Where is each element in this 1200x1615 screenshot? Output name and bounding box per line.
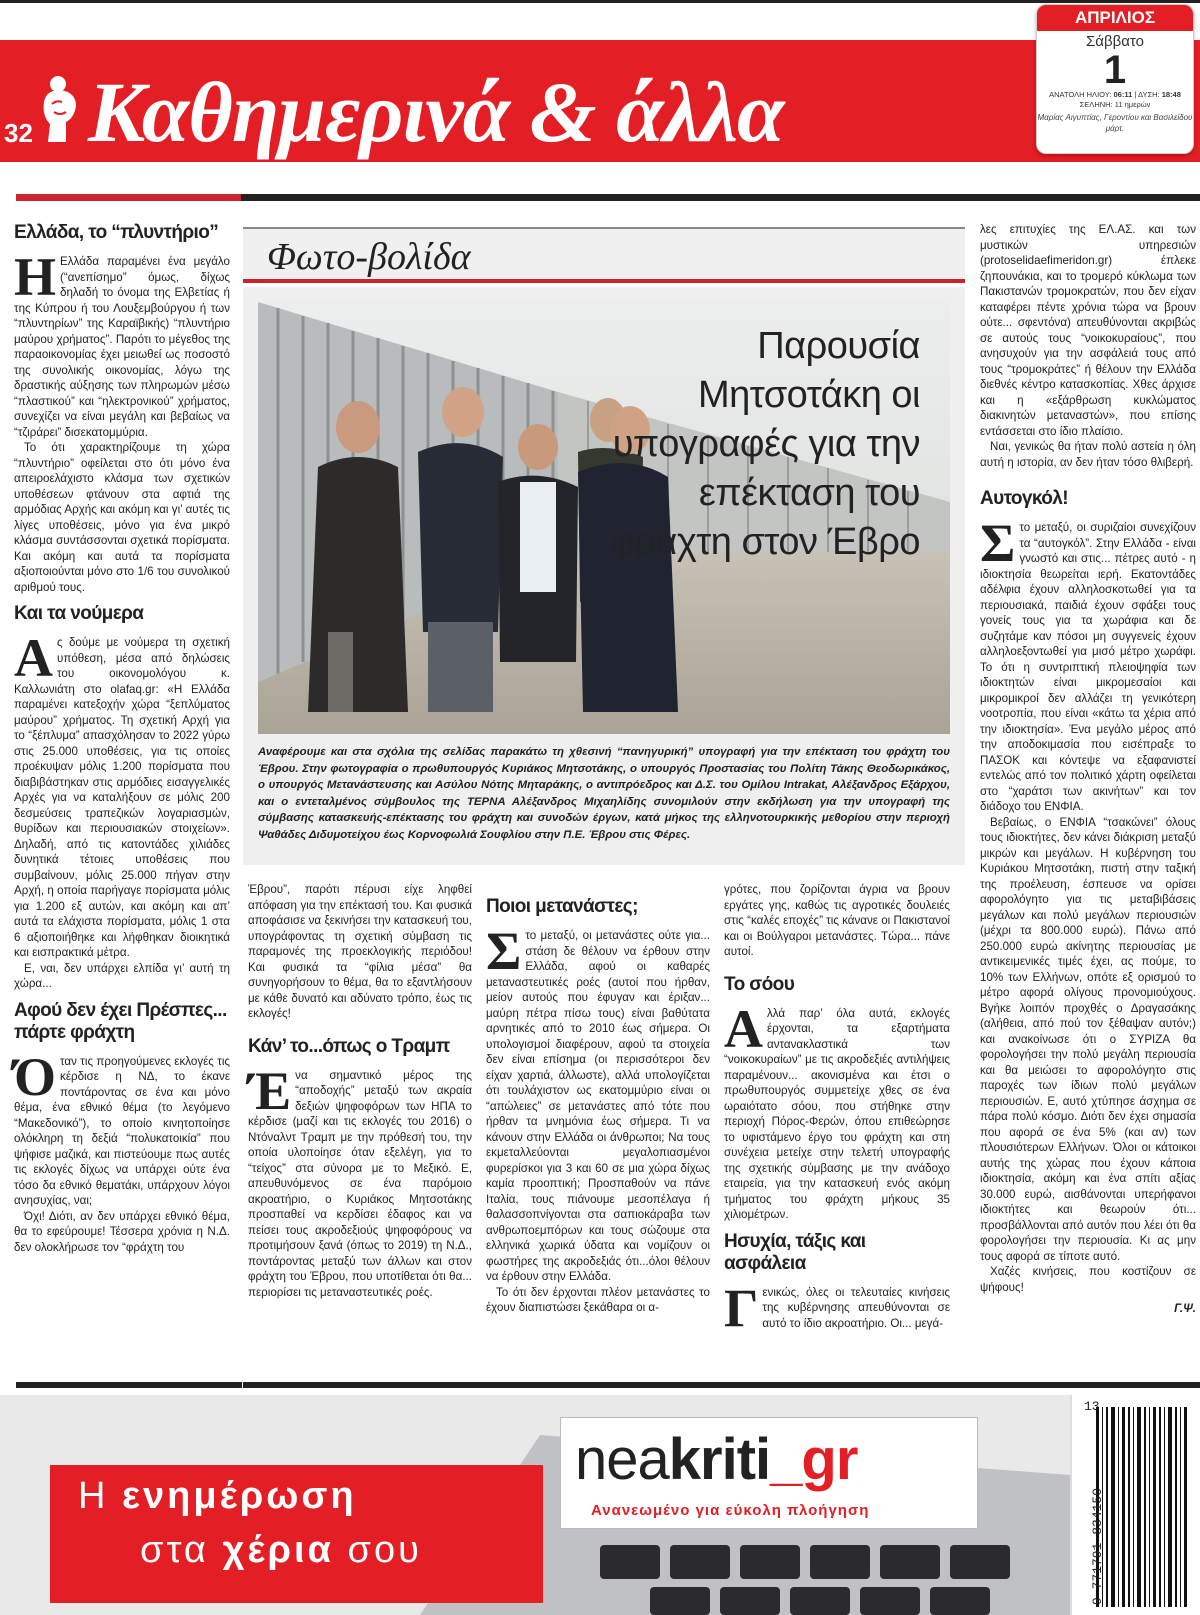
photo-caption: Αναφέρουμε και στα σχόλια της σελίδας παρακάτω τη χθεσινή “πανηγυρική” υπογραφή για την επέκταση του φράχτη του Έβρου. Στην φωτογραφία ο πρωθυπουργός Κυριάκος Μητσοτάκης, ο υπουργός Προστασίας του Πολίτη Τάκης Θεοδωρικάκος, ο υπουργός Μετανάστευσης και Ασύλου Νότης Μηταράκης, ο αντιπρόεδρος και Δ.Σ. του Ομίλου Intrakat, Αλέξανδρος Εξάρχου, και ο εντεταλμένος σύμβουλος της ΤΕΡΝΑ Αλέξανδρος Μιχαηλίδης συνομιλούν στην εκδήλωση για την υπογραφή της σύμβασης κατασκευής-επέκτασης του φράχτη και συνοδών έργων, κατά μήκος της ελληνοτουρκικής μεθορίου στην περιοχή Ψαθάδες Διδυμοτείχου έως Κορνοφωλιά Σουφλίου στην Π.Ε. Έβρου στις Φέρες. bbox=[258, 746, 950, 841]
moon-age: ΣΕΛΗΝΗ: 11 ημερών bbox=[1079, 100, 1151, 109]
headline-noumera: Και τα νούμερα bbox=[14, 603, 144, 624]
paragraph: Το ότι δεν έρχονται πλέον μετανάστες το έχουν διαπιστώσει ξεκάθαρα οι α- bbox=[486, 1285, 710, 1314]
month: ΑΠΡΙΛΙΟΣ bbox=[1037, 5, 1193, 31]
neakriti-logo bbox=[560, 1417, 978, 1529]
foto-section-header bbox=[243, 227, 965, 283]
ad-slogan-line2: στα χέρια σου bbox=[140, 1529, 422, 1571]
bottom-rule-left bbox=[16, 1382, 242, 1388]
paragraph: Χαζές κινήσεις, που κοστίζουν σε ψήφους! bbox=[980, 1265, 1196, 1294]
ad-slogan-line1: Η ενημέρωση bbox=[78, 1475, 357, 1517]
headline-metanastes: Ποιοι μετανάστες; bbox=[486, 896, 638, 917]
page-number: 32 bbox=[4, 118, 33, 148]
right-column bbox=[980, 222, 1196, 1317]
headline-plyntirio: Ελλάδα, το “πλυντήριο” bbox=[14, 222, 219, 243]
masthead-title: Καθημερινά & άλλα bbox=[88, 64, 784, 160]
paragraph: Το ότι χαρακτηρίζουμε τη χώρα “πλυντήριο” οφείλεται στο ότι μόνο ένα απειροελάχιστο κλάσμα των σχετικών υποθέσεων φτάνουν στα αφτιά της αρμόδιας Αρχής και ακόμη και γι’ αυτές τις λίγες υποθέσεις, μόνο για ένα μικρό κλάσμα συντάσσονται σχετικά πορίσματα. Και ακόμη και αυτά τα πορίσματα αξιοποιούνται μόνο στο 1/6 του συνολικού αριθμού τους. bbox=[14, 441, 230, 594]
headline-trump: Κάν’ το...όπως ο Τραμπ bbox=[248, 1035, 450, 1057]
date-box bbox=[1036, 4, 1194, 154]
paragraph: Έβρου”, παρότι πέρυσι είχε ληφθεί απόφαση για την επέκτασή του. Και φυσικά αποφάσισε να ξεκινήσει την κατασκευή του, υπογράφοντας τη σχετική σύμβαση τις παραμονές της προεκλογικής περιόδου! Και φυσικά τα “φίλια μέσα” θα συνηγορήσουν το θέμα, θα το εξαντλήσουν με κάθε δυνατό και αδύνατο τρόπο, έως τις εκλογές! bbox=[248, 883, 472, 1020]
headline-show: Το σόου bbox=[724, 973, 795, 995]
paragraph: γρότες, που ζορίζονται άγρια να βρουν εργάτες γης, καθώς τις αγροτικές δουλειές στις “καλές εποχές” τις κάνανε οι Πακιστανοί και οι Βούλγαροι μετανάστες. Τώρα... πάνε αυτοί. bbox=[724, 883, 950, 958]
paragraph: Στο μεταξύ, οι συριζαίοι συνεχίζουν τα “αυτογκόλ”. Στην Ελλάδα - είναι γνωστό και στις... πέτρες αυτό - η ιδιοκτησία θεωρείται ιερή. Εκατοντάδες αδέλφια έχουν αλληλοσκοτωθεί για τα περιουσιακά, παιδιά έχουν σφάξει τους γονείς τους για τα χωράφια και δε συζητάμε καν πόσοι μη συγγενείς έχουν αλληλοεξοντωθεί για μισό μέτρο χωράφι. Το ότι η συντριπτική πλειοψηφία των ιδιοκτητών είναι μικρομεσαίοι και μικρομικροί δεν αλλάζει τη γενικότερη νοοτροπία, που είναι «κάτω τα χέρια από την ιδιοκτησία». Ένα μεγάλο μέρος από την αποδοκιμασία που εισέπραξε το ΠΑΣΟΚ και κόντεψε να εξαφανιστεί εντελώς από τον πολιτικό χάρτη οφείλεται στο “χαράτσι των ακινήτων” και τον διάδοχο του ΕΝΦΙΑ. bbox=[980, 513, 1196, 813]
paragraph: Όταν τις προηγούμενες εκλογές τις κέρδισε η ΝΔ, το έκανε ποντάροντας σε ένα και μόνο θέμα, ένα εθνικό θέμα (το λεγόμενο “Μακεδονικό”), το οποίο κινητοποίησε ολόκληρη τη δεξιά “πολυκατοικία” που ψήφισε μαζικά, και πιστεύουμε πως αυτές τις εκλογές δίχως να υπάρχει ούτε ένα τόσο δα εθνικό θεματάκι, υπάρχουν λόγοι ανησυχίας, ναι; bbox=[14, 1046, 230, 1207]
section-rule bbox=[16, 194, 1200, 201]
logo-text: neakriti_gr bbox=[575, 1427, 858, 1492]
day-number: 1 bbox=[1103, 48, 1127, 92]
paragraph: Ας δούμε με νούμερα τη σχετική υπόθεση, μέσα από δηλώσεις του οικονομολόγου κ. Καλλωνιάτη στο olafaq.gr: «Η Ελλάδα παραμένει κατεξοχήν χώρα “ξεπλύματος μαύρου” χρήματος. Τη σχετική Αρχή για το “ξέπλυμα” απασχόλησαν το 2022 γύρω στις 25.000 υποθέσεις, για τις οποίες προέκυψαν μόλις 1.200 πορίσματα που διαβιβάστηκαν στις αρμόδιες εισαγγελικές Αρχές για να καταλήξουν σε μόλις 200 δεσμεύσεις τραπεζικών λογαριασμών, θυρίδων και περιουσιακών στοιχείων». Δηλαδή, από τις κατοντάδες χιλιάδες δυνητικά τέτοιες υποθέσεις που συμβαίνουν, μόλις 25.000 πήγαν στην Αρχή, η οποία παρήγαγε πορίσματα μόλις για 1.200 εξ αυτών, και ακόμη και απ’ αυτά τα ελάχιστα πορίσματα, μόλις 1 στα 6 αξιοποιήθηκε και λήφθηκαν διοικητικά και εισπρακτικά μέτρα. bbox=[14, 628, 230, 959]
paragraph: Ε, ναι, δεν υπάρχει ελπίδα γι’ αυτή τη χώρα... bbox=[14, 961, 230, 990]
paragraph: Η Ελλάδα παραμένει ένα μεγάλο (“ανεπίσημο” όμως, δίχως δηλαδή το όνομα της Ελβετίας ή της Κύπρου ή του Λουξεμβούργου ή των “πλυντηρίων” της Καραϊβικής) “πλυντήριο μαύρου χρήματος”. Παρότι το μέγεθος της παραοικονομίας έχει μειωθεί ως ποσοστό της συνολικής οικονομίας, λόγω της δραστικής αύξησης των πληρωμών μέσω “πλαστικού” και “ηλεκτρονικού” χρήματος, συνεχίζει να είναι μεγάλη και βεβαίως να “τζιράρει” δισεκατομμύρια. bbox=[14, 247, 230, 439]
photo-headline-text: Παρουσία Μητσοτάκη οι υπογραφές για την επέκταση του φράχτη στον Έβρο bbox=[610, 325, 920, 563]
column-3 bbox=[486, 896, 710, 1316]
author-signature: Γ.Ψ. bbox=[1174, 1302, 1196, 1315]
saints-of-day: Μαρίας Αιγυπτίας, Γεροντίου και Βασιλείδου μάρτ. bbox=[1037, 113, 1193, 133]
paragraph: Βεβαίως, ο ΕΝΦΙΑ “τσακώνει” όλους τους ιδιοκτήτες, δεν κάνει διάκριση μεταξύ μικρών και μεγάλων. Η κυβέρνηση του Κυριάκου Μητσοτάκη, πιστή στην ταξική της προέλευση, έσπευσε να ορίσει αφορολόγητο για τις μεταβιβάσεις μεγάλων και πολύ μεγάλων περιουσιών (μέχρι τα 800.000 ευρώ). Πάνω από 250.000 ευρώ ακίνητης περιουσίας με αντικειμενικές τιμές έχει, ας πούμε, το 10% των Ελλήνων, οπότε εξ ορισμού το μέτρο αφορά ολίγους προνομιούχους. Βγήκε λοιπόν προχθές ο Δραγασάκης (αλήθεια, από πού τον ξέθαψαν αυτόν;) και ανακοίνωσε ότι ο ΣΥΡΙΖΑ θα φορολογήσει την πολύ μεγάλη περιουσία και θα μειώσει το αφορολόγητο στις παροχές των ίδιων πολύ μεγάλων περιουσιών. Ε, αυτό χτύπησε άσχημα σε πάρα πολύ κόσμο. Διότι δεν έχει σημασία που αφορά σε ένα 5% (και αν) των πλουσιότερων Ελλήνων. Όλοι οι κάτοικοι αυτής της χώρας που έχουν κάποια ιδιοκτησία, ακόμη και ένα σπίτι αξίας 30.000 ευρώ, αισθάνονται υπερήφανοι ιδιοκτήτες και θεωρούν ότι... προσβάλλονται από αυτόν που λέει ότι θα φορολογήσει την περιουσία. Κι ας μην τους αφορά σε τίποτε αυτό. bbox=[980, 815, 1196, 1263]
headline-autogkol: Αυτογκόλ! bbox=[980, 488, 1068, 509]
photo bbox=[258, 302, 950, 734]
paragraph: λες επιτυχίες της ΕΛ.ΑΣ. και των μυστικών υπηρεσιών (protoselidaefimeridon.gr) έπλεκε ζηπουνάκια, και το τρομερό κύκλωμα των Πακιστανών τρομοκρατών, που δεν είχαν καταφέρει πέντε χρόνια τώρα να βρουν ούτε... σφεντόνα) απευθύνονται ακριβώς σε αυτούς τους “νοικοκυραίους”, που ανησυχούν για την ασφάλειά τους από τους “τρομοκράτες” ή θέλουν την Ελλάδα διεθνές κέντρο κατασκοπίας. Χθες άρχισε και η «εξάρθρωση κυκλώματος διακινητών μεταναστών», που επίσης εντάσσεται στο ίδιο πλαίσιο. bbox=[980, 223, 1196, 438]
weekday: Σάββατο bbox=[1086, 33, 1144, 50]
headline-prespes: Αφού δεν έχει Πρέσπες... πάρτε φράχτη bbox=[14, 999, 227, 1043]
paragraph: Ναι, γενικώς θα ήταν πολύ αστεία η όλη αυτή η ιστορία, αν δεν ήταν τόσο θλιβερή. bbox=[980, 440, 1196, 469]
logo-tagline: Ανανεωμένο για εύκολη πλοήγηση bbox=[591, 1502, 870, 1519]
foto-section-title: Φωτο-βολίδα bbox=[267, 236, 471, 278]
advertisement bbox=[0, 1395, 1200, 1615]
bottom-rule bbox=[243, 1382, 1200, 1388]
paragraph: Γενικώς, όλες οι τελευταίες κινήσεις της κυβέρνησης απευθύνονται σε αυτό το ίδιο ακροατήριο. Οι... μεγά- bbox=[724, 1277, 950, 1338]
top-rule bbox=[0, 0, 1200, 3]
ancient-head-logo-icon bbox=[36, 72, 84, 150]
sun-times: ΑΝΑΤΟΛΗ ΗΛΙΟΥ: 06:11 | ΔΥΣΗ: 18:48 bbox=[1049, 90, 1181, 99]
issue-number: 13 bbox=[1084, 1399, 1100, 1414]
left-column bbox=[14, 222, 230, 1255]
paragraph: Αλλά παρ’ όλα αυτά, εκλογές έρχονται, τα εξαρτήματα αντανακλαστικά των “νοικοκυραίων” με τις ακροδεξιές αντιλήψεις παραμένουν... ακονισμένα και έτσι ο πρωθυπουργός συμμετείχε χθες σε ένα ωραιότατο σόου, που στήθηκε στην περιοχή Πόρος-Φερών, όπου επιθεώρησε το υφιστάμενο έργο του φράχτη και στη συνέχεια μετείχε στην τελετή υπογραφής της σχετικής σύμβασης με την ανάδοχο εταιρεία, για την κατασκευή ενός ακόμη τμήματος του φράχτη μήκους 35 χιλιομέτρων. bbox=[724, 998, 950, 1221]
paragraph: Ένα σημαντικό μέρος της “αποδοχής” μεταξύ των ακραία δεξιών ψηφοφόρων των ΗΠΑ το κέρδισε (μαζί και τις εκλογές του 2016) ο Ντόναλντ Τραμπ με την πρόθεσή του, την οποία υλοποίησε όταν εξελέγη, για το “τείχος” στα σύνορα με το Μεξικό. Ε, απευθυνόμενος σε ένα παρόμοιο ακροατήριο, ο Κυριάκος Μητσοτάκης προσπαθεί να κερδίσει έδαφος και να πείσει τους ακροδεξιούς ψηφοφόρους να προτιμήσουν ξανά (όπως το 2019) τη Ν.Δ., ποντάροντας μεταξύ των άλλων και στον φράχτη του Έβρου, που υποτίθεται ότι θα... περιορίσει τις μεταναστευτικές ροές. bbox=[248, 1060, 472, 1299]
masthead bbox=[0, 40, 1200, 162]
paragraph: Στο μεταξύ, οι μετανάστες ούτε για... στάση δε θέλουν να έρθουν στην Ελλάδα, αφού οι καθαρές μεταναστευτικές ροές (αυτοί που ήρθαν, μείον αυτούς που έφυγαν και έριξαν... μαύρη πέτρα πίσω τους) είναι βαθύτατα αρνητικές από το 2010 έως σήμερα. Οι υπολογισμοί διαφέρουν, αφού τα στοιχεία δεν είναι επίσημα (οι περισσότεροι δεν είχαν χαρτιά, άλλωστε), αλλά υπολογίζεται ότι τουλάχιστον ως εκατομμύριο είναι οι “απώλειες” σε μετανάστες από τότε που ήρθαν τα μνημόνια έως σήμερα. Τι να κάνουν στην Ελλάδα οι άνθρωποι; Να τους εκμεταλλεύονται μεγαλοπιασμένοι φυρερίσκοι για 3 και 60 σε μια χώρα δίχως καμία προοπτική; Προσπαθούν να πάνε Ιταλία, τους πιάνουμε μεσοπέλαγα ή θαλασσοπνίγονται στα σαπιοκάραβα των ανθρωποεμπόρων και τους σώζουμε στα ελληνικά χωρικά ύδατα και νομίζουν οι φωστήρες της ακροδεξιάς ότι...όλοι θέλουν να έρθουν στην Ελλάδα. bbox=[486, 921, 710, 1283]
paragraph: Όχι! Διότι, αν δεν υπάρχει εθνικό θέμα, θα το εφεύρουμε! Τέσσερα χρόνια η Ν.Δ. δεν ολοκλήρωσε τον “φράχτη του bbox=[14, 1209, 230, 1254]
barcode-number: 9 771791 834150 bbox=[1090, 1487, 1105, 1605]
column-2 bbox=[248, 882, 472, 1300]
headline-isyxia: Ησυχία, τάξις και ασφάλεια bbox=[724, 1230, 866, 1274]
column-4 bbox=[724, 882, 950, 1338]
